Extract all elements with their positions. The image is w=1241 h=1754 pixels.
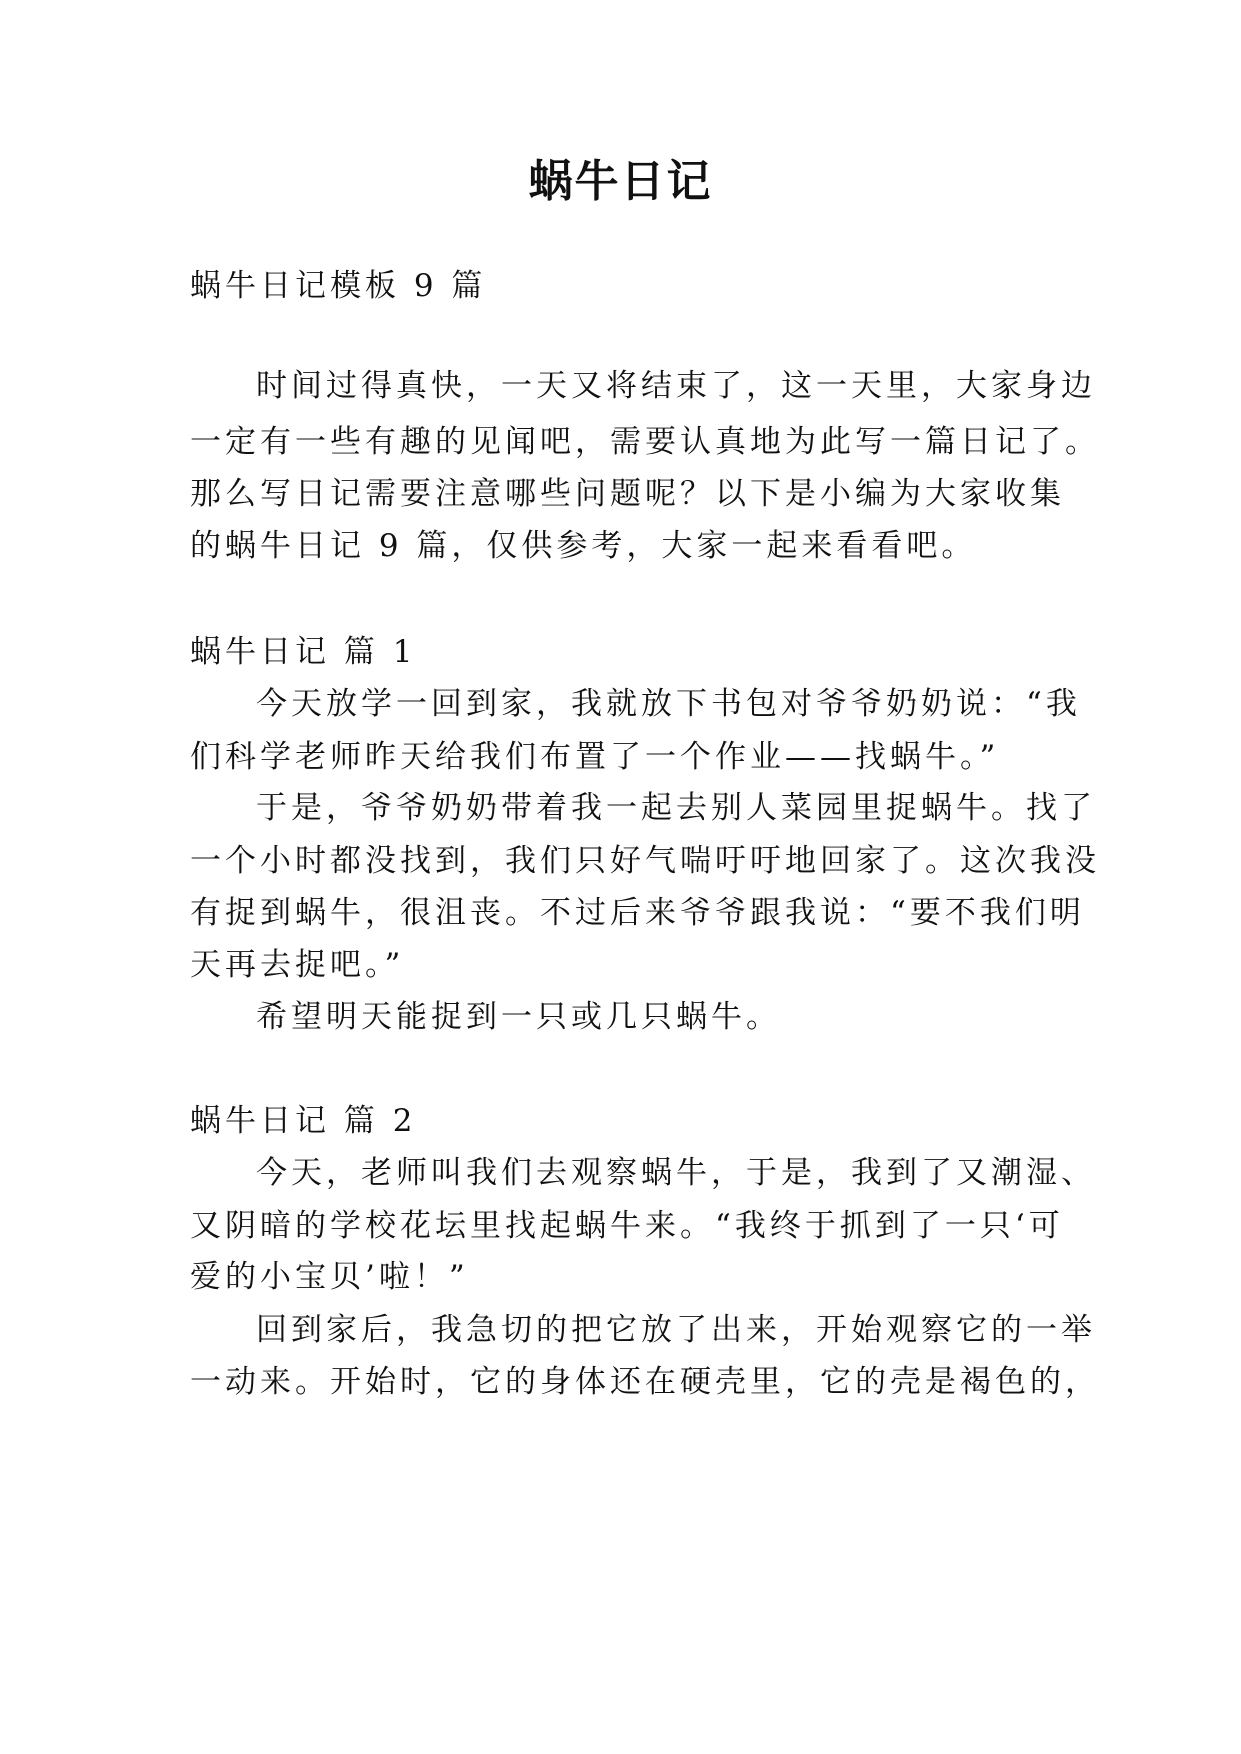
section2-line: 爱的小宝贝’啦！” (190, 1259, 469, 1295)
section-heading-1: 蜗牛日记 篇 1 (190, 634, 417, 670)
section1-line: 一个小时都没找到，我们只好气喘吁吁地回家了。这次我没 (190, 843, 1100, 879)
section1-line: 今天放学一回到家，我就放下书包对爷爷奶奶说：“我 (256, 686, 1081, 722)
section2-line: 又阴暗的学校花坛里找起蜗牛来。“我终于抓到了一只‘可 (190, 1208, 1064, 1244)
section1-line: 希望明天能捉到一只或几只蜗牛。 (256, 999, 781, 1035)
document-title: 蜗牛日记 (528, 156, 713, 207)
intro-line: 时间过得真快，一天又将结束了，这一天里，大家身边 (256, 368, 1096, 404)
intro-line: 一定有一些有趣的见闻吧，需要认真地为此写一篇日记了。 (190, 424, 1100, 460)
section2-line: 一动来。开始时，它的身体还在硬壳里，它的壳是褐色的， (190, 1364, 1100, 1400)
document-subtitle: 蜗牛日记模板 9 篇 (190, 268, 487, 304)
section1-line: 于是，爷爷奶奶带着我一起去别人菜园里捉蜗牛。找了 (256, 790, 1096, 826)
intro-line: 那么写日记需要注意哪些问题呢？以下是小编为大家收集 (190, 476, 1065, 512)
section-heading-2: 蜗牛日记 篇 2 (190, 1103, 417, 1139)
section1-line: 天再去捉吧。” (190, 947, 405, 983)
section2-line: 今天，老师叫我们去观察蜗牛，于是，我到了又潮湿、 (256, 1155, 1096, 1191)
section1-line: 有捉到蜗牛，很沮丧。不过后来爷爷跟我说：“要不我们明 (190, 895, 1085, 931)
section2-line: 回到家后，我急切的把它放了出来，开始观察它的一举 (256, 1312, 1096, 1348)
intro-line: 的蜗牛日记 9 篇，仅供参考，大家一起来看看吧。 (190, 528, 977, 564)
section1-line: 们科学老师昨天给我们布置了一个作业——找蜗牛。” (190, 739, 1000, 775)
